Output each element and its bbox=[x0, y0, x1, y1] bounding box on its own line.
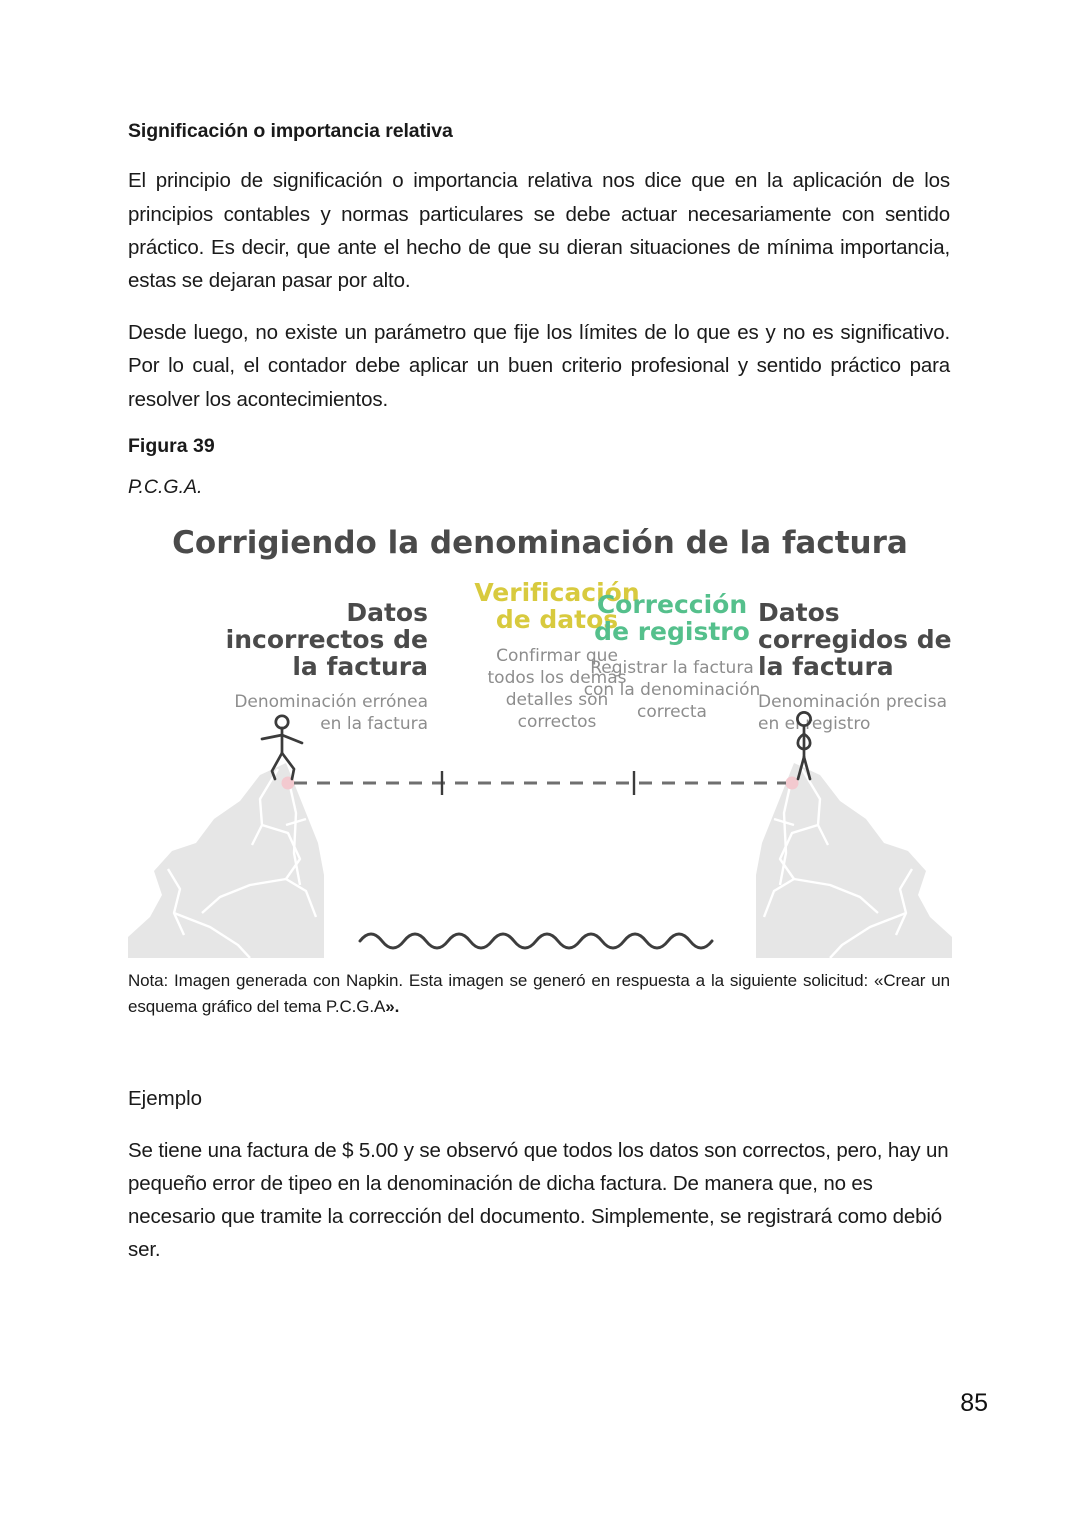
paragraph-parametro: Desde luego, no existe un parámetro que fije los límites de lo que es y no es significativo. Por lo cual, el contador debe aplicar un buen criterio profesional y sentido práctico para resolver los acontecimientos. bbox=[128, 321, 950, 411]
paragraph-ejemplo: Se tiene una factura de $ 5.00 y se observó que todos los datos son correctos, pero, hay un pequeño error de tipeo en la denominación de dicha factura. De manera que, no es necesario que tramite la corrección del documento. Simplemente, se registrará como debió ser. bbox=[128, 1138, 949, 1262]
column-title-line: Datos bbox=[758, 597, 840, 627]
column-title-line: Corrección bbox=[596, 589, 748, 619]
column-title-line: Datos bbox=[346, 597, 428, 627]
column-body-line: Denominación errónea bbox=[234, 691, 428, 712]
column-title-line: de registro bbox=[594, 616, 750, 646]
figure-39-illustration bbox=[110, 513, 970, 958]
section-spacer bbox=[128, 1020, 950, 1082]
bridge-anchor-right bbox=[786, 776, 799, 789]
figure-caption: P.C.G.A. bbox=[128, 475, 203, 498]
page-number: 85 bbox=[960, 1389, 988, 1417]
figure-column-datos-incorrectos bbox=[226, 598, 428, 734]
figure-note-suffix: ». bbox=[385, 997, 400, 1017]
figure-note bbox=[128, 968, 950, 1021]
column-title-line: incorrectos de bbox=[225, 624, 428, 654]
column-title-line: Verificación bbox=[474, 577, 640, 607]
column-body-line: Confirmar que bbox=[496, 645, 618, 666]
column-body-line: con la denominación bbox=[583, 679, 761, 700]
column-body-line: en el registro bbox=[758, 713, 871, 734]
column-body-line: correctos bbox=[517, 711, 597, 732]
column-body-line: Denominación precisa bbox=[758, 691, 948, 712]
cliff-left bbox=[128, 763, 324, 958]
column-title-line: de datos bbox=[495, 604, 619, 634]
column-body-line: todos los demás bbox=[487, 667, 627, 688]
section-heading: Significación o importancia relativa bbox=[128, 120, 453, 142]
column-body-line: correcta bbox=[637, 701, 707, 722]
figure-note-text: Nota: Imagen generada con Napkin. Esta imagen se generó en respuesta a la siguiente solicitud: «Crear un esquema gráfico del tema P.C.G.A bbox=[128, 970, 950, 1017]
figure-title: Corrigiendo la denominación de la factura bbox=[172, 524, 908, 561]
column-body-line: en la factura bbox=[320, 713, 428, 734]
figure-column-datos-corregidos bbox=[758, 598, 952, 734]
paragraph-significacion: El principio de significación o importancia relativa nos dice que en la aplicación de los principios contables y normas particulares se debe actuar necesariamente con sentido práctico. Es decir, que ante el hecho de que su dieran situaciones de mínima importancia, estas se dejaran pasar por alto. bbox=[128, 169, 950, 292]
bridge-dashed-line bbox=[282, 771, 799, 795]
example-label: Ejemplo bbox=[128, 1087, 203, 1111]
column-title-line: corregidos de bbox=[758, 624, 952, 654]
column-title-line: la factura bbox=[758, 651, 894, 681]
page-content bbox=[128, 118, 950, 1285]
column-title-line: la factura bbox=[292, 651, 428, 681]
water-wavy-line bbox=[360, 934, 712, 948]
column-body-line: detalles son bbox=[505, 689, 609, 710]
figure-label: Figura 39 bbox=[128, 434, 215, 457]
cliff-right bbox=[756, 763, 952, 958]
column-body-line: Registrar la factura bbox=[590, 657, 754, 678]
